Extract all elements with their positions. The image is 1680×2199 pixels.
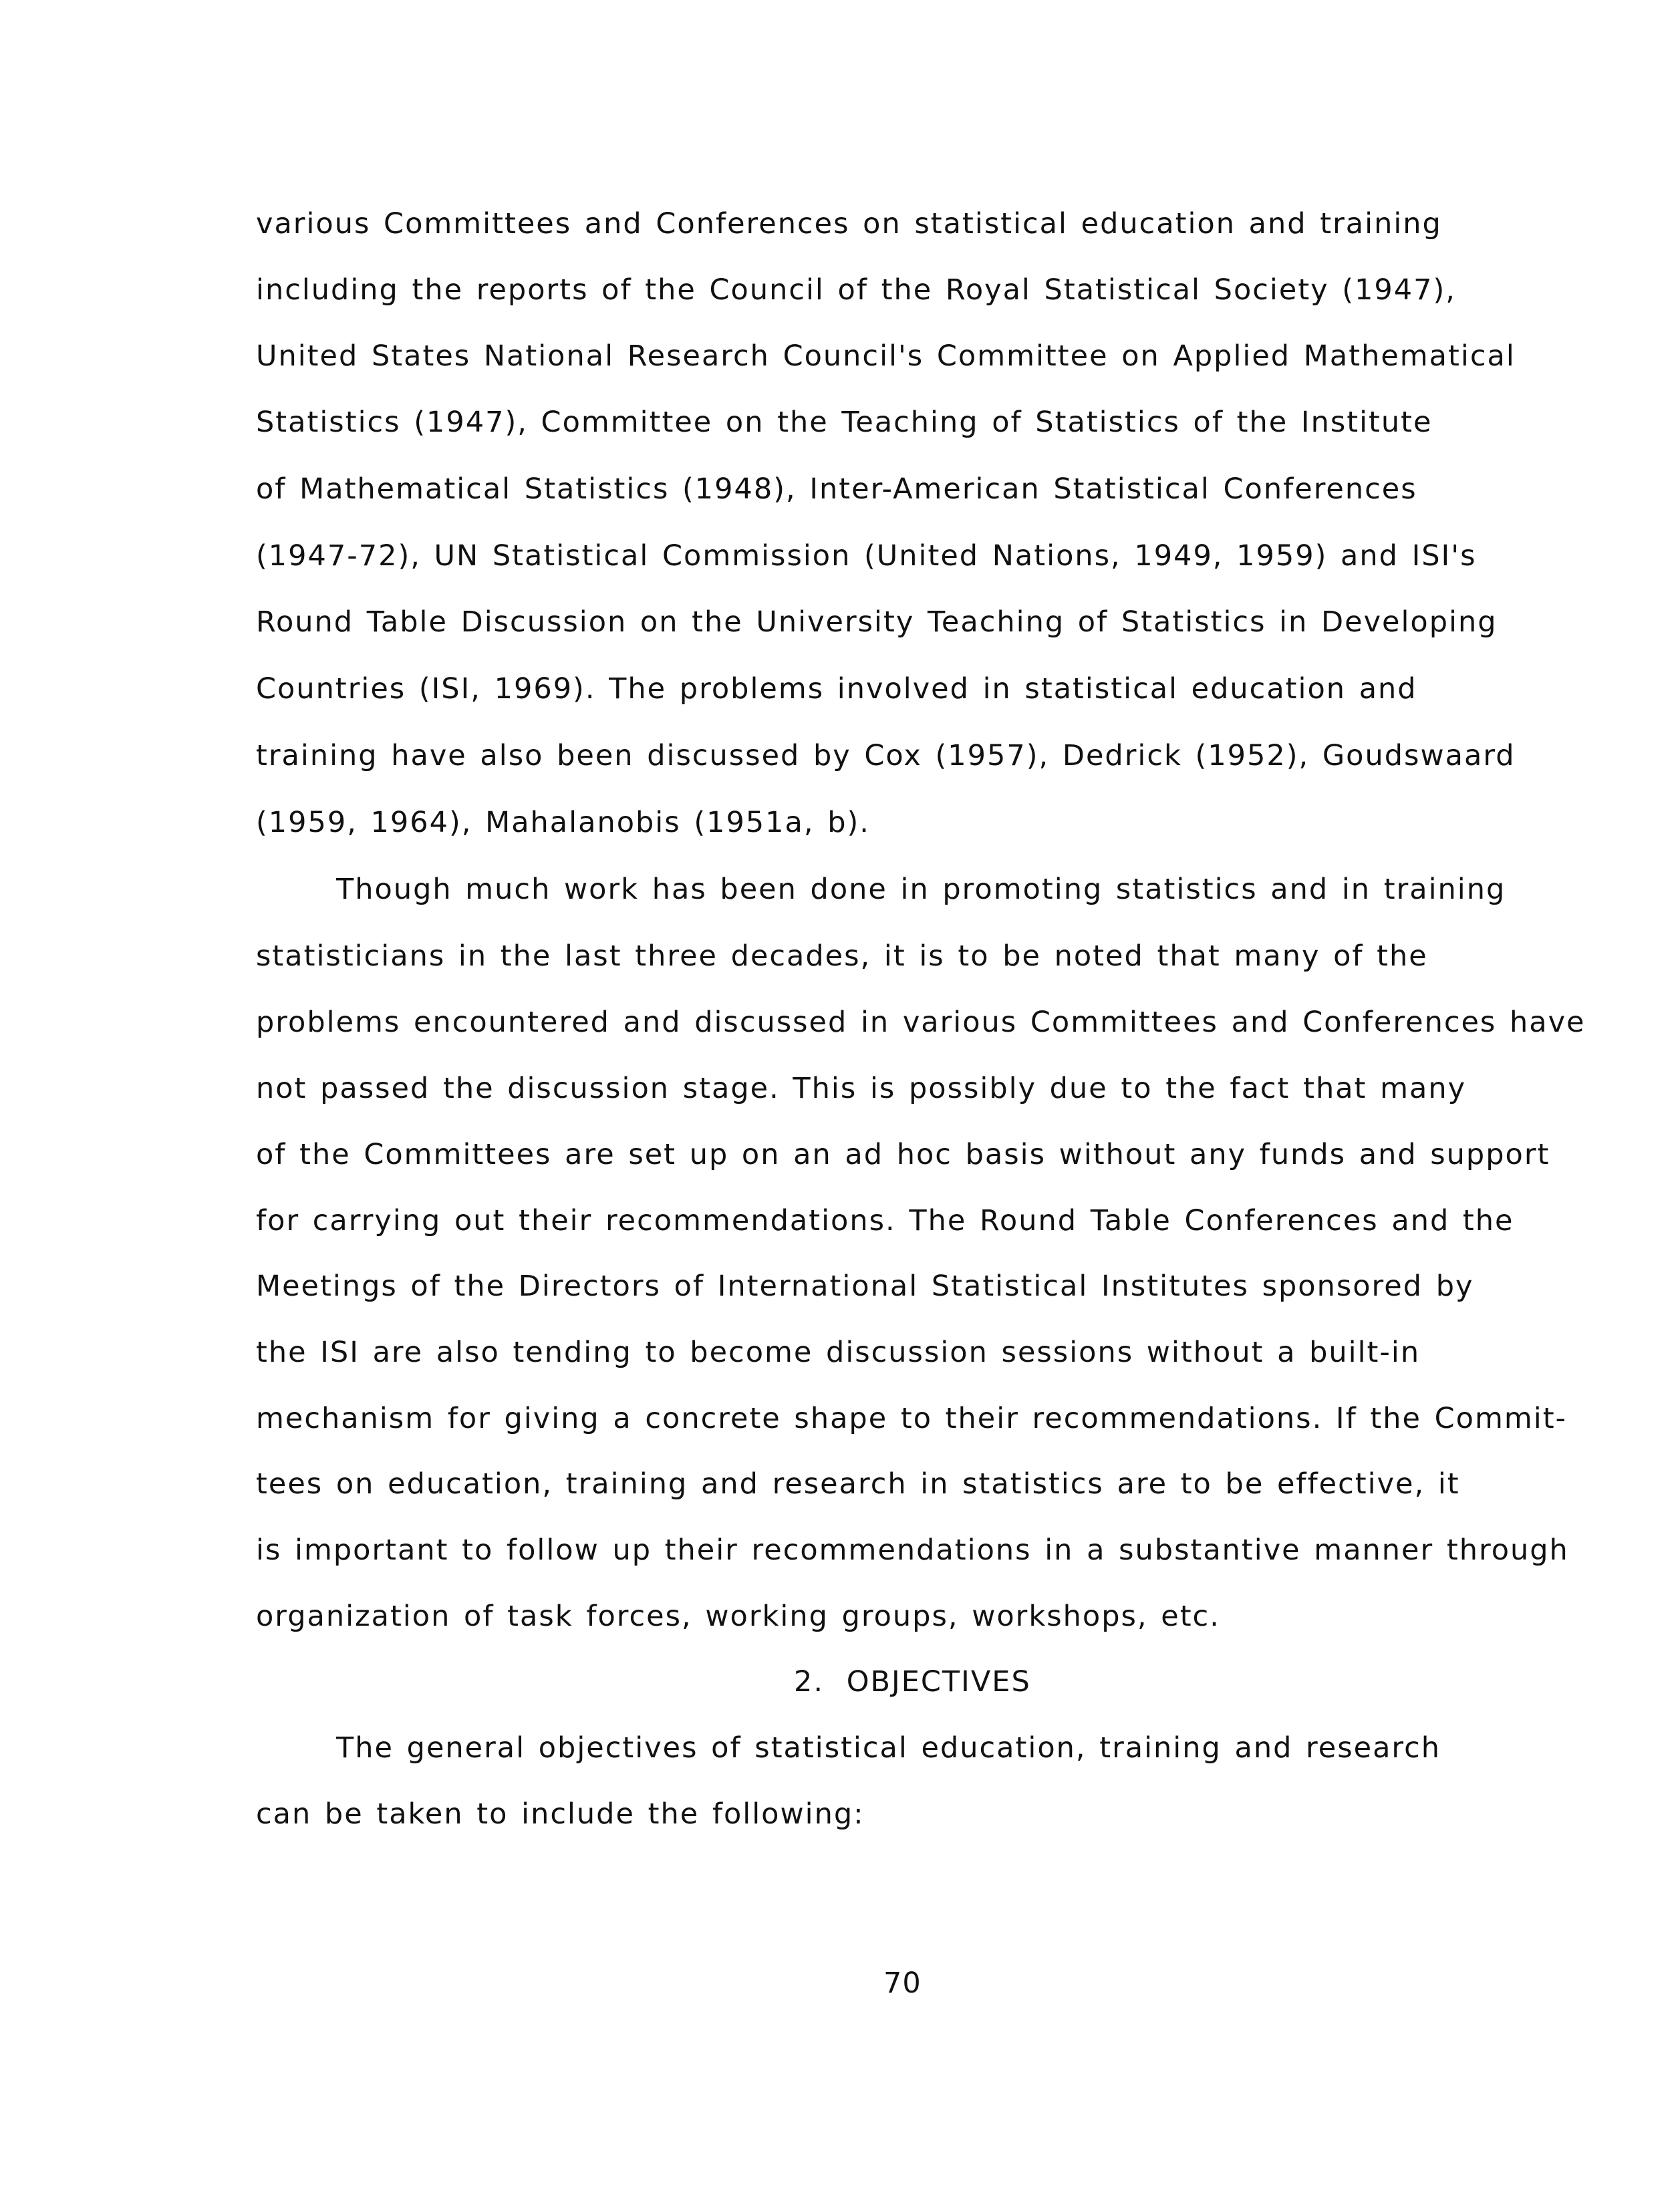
paragraph-3-line-2: can be taken to include the following: <box>256 1797 865 1831</box>
paragraph-2-line-12: organization of task forces, working groups, workshops, etc. <box>256 1600 1220 1633</box>
paragraph-1-line-6: (1947-72), UN Statistical Commission (United Nations, 1949, 1959) and ISI's <box>256 539 1477 573</box>
paragraph-2-line-4: not passed the discussion stage. This is possibly due to the fact that many <box>256 1072 1467 1105</box>
paragraph-1-line-10: (1959, 1964), Mahalanobis (1951a, b). <box>256 806 870 839</box>
paragraph-3-line-1: The general objectives of statistical education, training and research <box>336 1731 1441 1765</box>
paragraph-1-line-7: Round Table Discussion on the University Teaching of Statistics in Developing <box>256 605 1498 639</box>
paragraph-1-line-3: United States National Research Council's Committee on Applied Mathematical <box>256 339 1516 373</box>
paragraph-1-line-9: training have also been discussed by Cox (1957), Dedrick (1952), Goudswaard <box>256 739 1516 772</box>
paragraph-1-line-4: Statistics (1947), Committee on the Teaching of Statistics of the Institute <box>256 406 1433 439</box>
paragraph-2-line-6: for carrying out their recommendations. The Round Table Conferences and the <box>256 1204 1514 1237</box>
paragraph-2-line-3: problems encountered and discussed in various Committees and Conferences have <box>256 1006 1586 1039</box>
paragraph-2-line-5: of the Committees are set up on an ad hoc basis without any funds and support <box>256 1138 1550 1171</box>
paragraph-1-line-5: of Mathematical Statistics (1948), Inter-American Statistical Conferences <box>256 472 1417 506</box>
paragraph-2-line-8: the ISI are also tending to become discussion sessions without a built-in <box>256 1336 1421 1369</box>
paragraph-2-line-11: is important to follow up their recommendations in a substantive manner through <box>256 1533 1569 1567</box>
paragraph-2-line-1: Though much work has been done in promoting statistics and in training <box>336 873 1506 906</box>
paragraph-1-line-1: various Committees and Conferences on statistical education and training <box>256 207 1442 241</box>
paragraph-2-line-9: mechanism for giving a concrete shape to their recommendations. If the Commit- <box>256 1402 1568 1435</box>
paragraph-2-line-10: tees on education, training and research in statistics are to be effective, it <box>256 1467 1460 1501</box>
paragraph-2-line-2: statisticians in the last three decades, it is to be noted that many of the <box>256 939 1428 973</box>
paragraph-2-line-7: Meetings of the Directors of International Statistical Institutes sponsored by <box>256 1270 1474 1303</box>
paragraph-1-line-2: including the reports of the Council of the Royal Statistical Society (1947), <box>256 273 1456 307</box>
section-heading: 2. OBJECTIVES <box>794 1665 1031 1699</box>
page-number: 70 <box>883 1966 922 2000</box>
paragraph-1-line-8: Countries (ISI, 1969). The problems involved in statistical education and <box>256 672 1417 706</box>
